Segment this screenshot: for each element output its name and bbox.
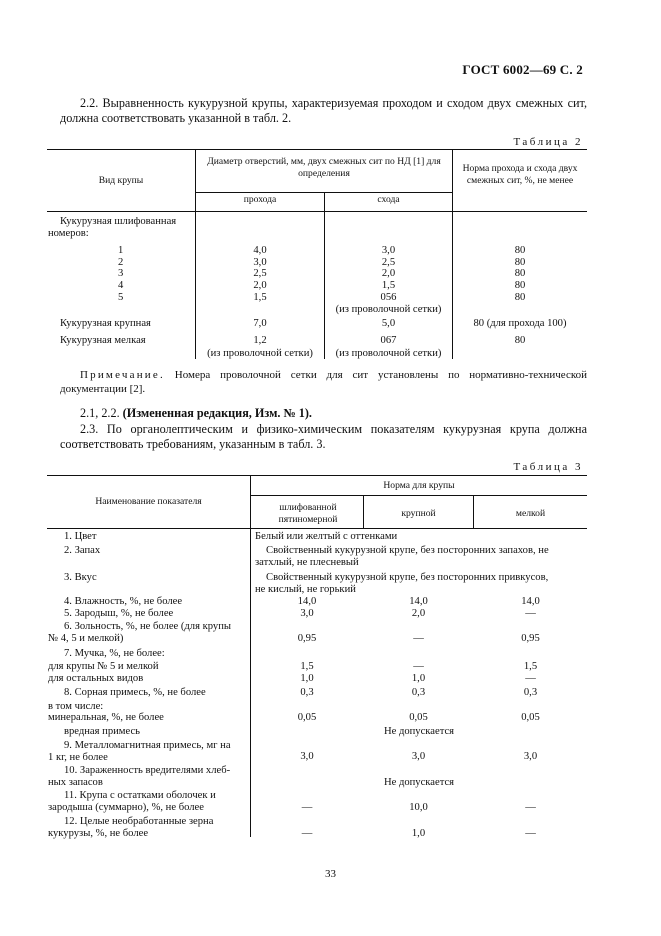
table3-head-polished: шлифованной пятиномерной: [278, 502, 338, 525]
t3-incl-2: минеральная, %, не более: [48, 712, 164, 723]
t3-pest-name-2: ных запасов: [48, 777, 103, 788]
table3-head-fine: мелкой: [515, 508, 546, 519]
t3-whole-fine: —: [525, 828, 536, 839]
t3-weed-name: 8. Сорная примесь, %, не более: [64, 687, 206, 698]
table-row: 3: [118, 268, 124, 280]
t3-moist-fine: 14,0: [521, 596, 540, 607]
t3-metal-polished: 3,0: [300, 751, 314, 762]
section-2-2-text: 2.2. Выравненность кукурузной крупы, характеризуемая проходом и сходом двух смежных сит, должна соответствовать указанной в табл. 2.: [60, 96, 587, 125]
table3-caption: Таблица 3: [513, 461, 583, 473]
table2-head-diameter: Диаметр отверстий, мм, двух смежных сит по НД [1] для определения: [207, 156, 441, 179]
t3-whole-polished: —: [301, 828, 313, 839]
t3-flour-sub2: для остальных видов: [48, 673, 144, 684]
table2-descent-column: 3,0 2,5 2,0 1,5 056 (из проволочной сетки): [335, 245, 442, 315]
table2-norm-column: 80 80 80 80 80: [514, 245, 526, 303]
t3-pest-value: Не допускается: [383, 777, 455, 788]
table2-fine-kind: Кукурузная мелкая: [60, 335, 146, 346]
table2-head-norm: Норма прохода и схода двух смежных сит, %, не менее: [462, 163, 578, 186]
t3-whole-name-1: 12. Целые необработанные зерна: [64, 816, 214, 827]
t3-germ-coarse: 2,0: [411, 608, 426, 619]
t3-taste-name: 3. Вкус: [64, 572, 97, 583]
table2-coarse-norm: 80 (для прохода 100): [473, 318, 567, 329]
table3-head-name: Наименование показателя: [95, 496, 202, 507]
t3-ash-coarse: —: [413, 633, 424, 644]
table2-group-label: Кукурузная шлифованная: [60, 216, 177, 227]
t3-moist-polished: 14,0: [297, 596, 317, 607]
t3-flour1-fine: 1,5: [523, 661, 538, 672]
t3-color-value: Белый или желтый с оттенками: [255, 531, 398, 542]
t3-moist-coarse: 14,0: [409, 596, 428, 607]
t3-flour-name: 7. Мучка, %, не более:: [64, 648, 165, 659]
t3-incl-1: в том числе:: [48, 701, 104, 712]
t3-shell-name-2: зародыша (суммарно), %, не более: [48, 802, 204, 813]
table2-coarse-kind: Кукурузная крупная: [60, 318, 151, 329]
t3-moist-name: 4. Влажность, %, не более: [64, 596, 183, 607]
t3-smell-value-2: затхлый, не плесневый: [255, 557, 359, 568]
table-row: 5: [118, 291, 124, 303]
t3-weed-polished: 0,3: [300, 687, 314, 698]
table2-caption: Таблица 2: [513, 136, 583, 148]
table3-head-coarse: крупной: [401, 508, 436, 519]
t3-whole-name-2: кукурузы, %, не более: [48, 828, 149, 839]
table2-head-pass: прохода: [243, 194, 277, 205]
table2-head-descent: схода: [377, 194, 400, 205]
table2-coarse-descent: 5,0: [381, 318, 396, 329]
t3-ash-name-1: 6. Зольность, %, не более (для крупы: [64, 621, 232, 632]
table-row: 1: [118, 245, 124, 256]
t3-shell-fine: —: [525, 802, 536, 813]
amendment-line: 2.1, 2.2. (Измененная редакция, Изм. № 1).: [80, 406, 312, 420]
t3-flour2-coarse: 1,0: [411, 673, 426, 684]
table2-coarse-pass: 7,0: [253, 318, 267, 329]
t3-flour1-coarse: —: [413, 661, 424, 672]
t3-smell-name: 2. Запах: [64, 545, 101, 556]
t3-mineral-polished: 0,05: [297, 712, 317, 723]
t3-shell-coarse: 10,0: [409, 802, 428, 813]
amendment-bold: (Измененная редакция, Изм. № 1).: [122, 406, 312, 420]
t3-pest-name-1: 10. Зараженность вредителями хлеб-: [64, 765, 231, 776]
t3-weed-coarse: 0,3: [411, 687, 426, 698]
t3-mineral-fine: 0,05: [521, 712, 540, 723]
t3-flour-sub1: для крупы № 5 и мелкой: [48, 661, 159, 672]
section-2-3-text: 2.3. По органолептическим и физико-химическим показателям кукурузная крупа должна соответствовать требованиям, указанным в табл. 3.: [60, 422, 587, 451]
page-number: 33: [325, 868, 336, 880]
t3-taste-value-1: Свойственный кукурузной крупе, без посторонних привкусов,: [266, 572, 549, 583]
t3-germ-name: 5. Зародыш, %, не более: [64, 608, 174, 619]
t3-harm-value: Не допускается: [383, 726, 455, 737]
t3-metal-name-1: 9. Металломагнитная примесь, мг на: [64, 740, 231, 751]
t3-ash-fine: 0,95: [521, 633, 540, 644]
t3-smell-value-1: Свойственный кукурузной крупе, без посторонних запахов, не: [266, 545, 549, 556]
t3-color-name: 1. Цвет: [64, 531, 97, 542]
table2-fine-pass: 1,2 (из проволочной сетки): [207, 335, 313, 359]
table2-pass-column: 4,0 3,0 2,5 2,0 1,5: [253, 245, 267, 303]
t3-whole-coarse: 1,0: [411, 828, 426, 839]
table-row: 4: [118, 280, 124, 292]
table2-fine-norm: 80: [514, 335, 526, 346]
table2-group-label-2: номеров:: [48, 228, 89, 239]
document-header: ГОСТ 6002—69 С. 2: [462, 62, 583, 77]
t3-taste-value-2: не кислый, не горький: [255, 584, 356, 595]
t3-metal-coarse: 3,0: [411, 751, 426, 762]
t3-germ-polished: 3,0: [300, 608, 314, 619]
t3-flour2-polished: 1,0: [300, 673, 314, 684]
table2-kind-column: [118, 245, 123, 304]
table-row: 2: [118, 256, 124, 268]
table2-head-kind: Вид крупы: [98, 175, 144, 186]
t3-metal-name-2: 1 кг, не более: [48, 752, 108, 763]
note-label: Примечание.: [80, 369, 165, 381]
t3-shell-polished: —: [301, 802, 313, 813]
t3-weed-fine: 0,3: [523, 687, 538, 698]
t3-ash-polished: 0,95: [297, 633, 317, 644]
table3-head-norm: Норма для крупы: [383, 480, 455, 491]
t3-germ-fine: —: [525, 608, 536, 619]
table2-note: [60, 368, 587, 396]
note-text: Номера проволочной сетки для сит установлены по нормативно-технической документации [2].: [60, 369, 587, 395]
t3-flour1-polished: 1,5: [300, 661, 314, 672]
t3-shell-name-1: 11. Крупа с остатками оболочек и: [64, 790, 216, 801]
t3-mineral-coarse: 0,05: [409, 712, 428, 723]
t3-metal-fine: 3,0: [523, 751, 538, 762]
t3-ash-name-2: № 4, 5 и мелкой): [48, 633, 124, 644]
t3-harm-name: вредная примесь: [64, 726, 140, 737]
table2-fine-descent: 067 (из проволочной сетки): [335, 335, 442, 359]
t3-flour2-fine: —: [525, 673, 536, 684]
